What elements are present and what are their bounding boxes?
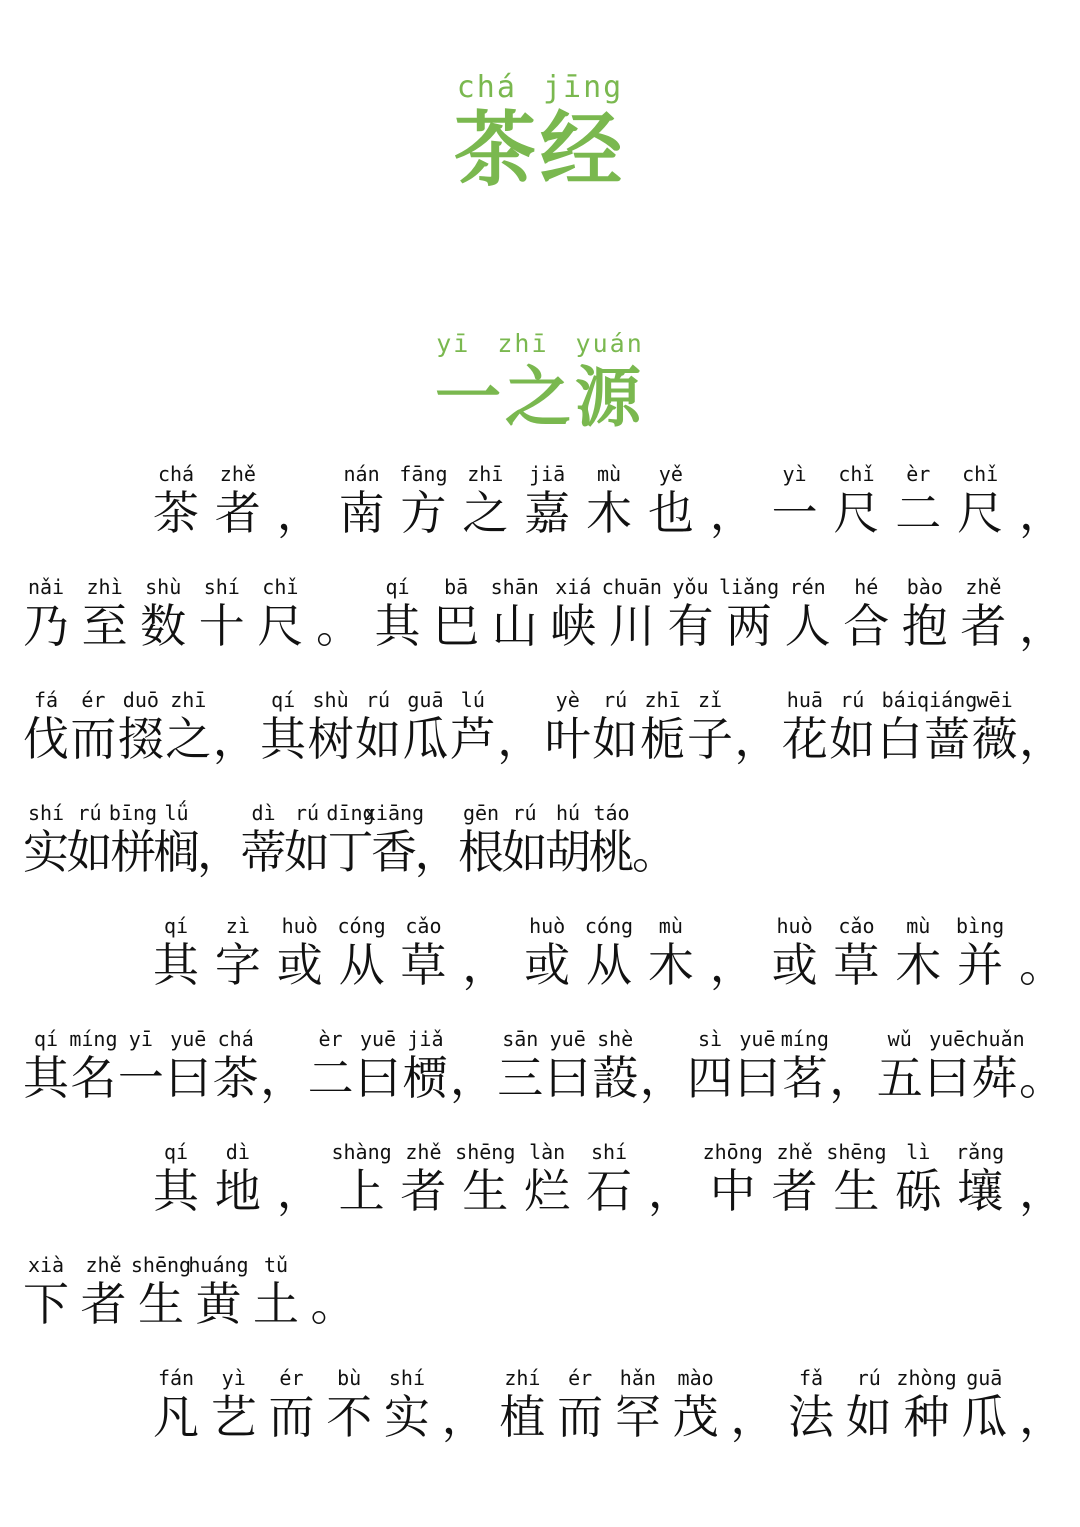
hanzi-character: 而 [557,1390,604,1444]
pinyin-annotation: shēng [826,1140,887,1164]
pinyin-annotation: dì [251,801,276,825]
hanzi-character: 草 [833,938,880,992]
text-line [153,462,1065,562]
hanzi-character: 叶 [544,712,591,766]
pinyin-annotation: shí [388,1366,425,1390]
pinyin-annotation: rú [840,688,865,712]
pinyin-annotation: xiāng [363,801,425,825]
pinyin-annotation: rú [603,688,628,712]
pinyin-annotation: hú [555,801,581,825]
punctuation-character: ， [414,825,461,879]
pinyin-annotation: cǎo [838,914,875,938]
hanzi-character: 实 [383,1390,430,1444]
pinyin-annotation: shí [27,801,65,825]
hanzi-character: 生 [462,1164,509,1218]
hanzi-character: 茂 [672,1390,719,1444]
hanzi-character: 生 [833,1164,880,1218]
section-title-text: 一之源 [435,359,645,436]
hanzi-character: 或 [524,938,571,992]
hanzi-character: 二 [307,1051,354,1105]
pinyin-annotation: shān [490,575,539,599]
hanzi-character: 种 [903,1390,950,1444]
hanzi-character: 子 [687,712,733,766]
text-line [23,1027,1065,1127]
hanzi-character: 槚 [402,1051,449,1105]
pinyin-annotation: shí [203,575,240,599]
pinyin-annotation: yè [555,688,580,712]
hanzi-character: 地 [214,1164,261,1218]
pinyin-annotation: cǎo [405,914,442,938]
text-line [153,914,1065,1014]
hanzi-character: 如 [355,712,401,766]
pinyin-annotation: yuē [170,1027,207,1051]
pinyin-annotation: shù [145,575,182,599]
punctuation-character: ， [1019,486,1065,540]
hanzi-character: 薇 [971,712,1018,766]
pinyin-annotation: huā [786,688,823,712]
hanzi-character: 乃 [23,599,69,653]
hanzi-character: 蒂 [240,825,287,879]
pinyin-annotation: huò [529,914,566,938]
pinyin-annotation: qiáng [917,688,978,712]
pinyin-annotation: bā [444,575,469,599]
pinyin-annotation: ér [279,1366,304,1390]
pinyin-annotation: bào [906,575,943,599]
punctuation-character: ， [1019,1390,1065,1444]
punctuation-character: ， [734,712,781,766]
pinyin-annotation: xiá [555,575,592,599]
hanzi-character: 其 [374,599,421,653]
pinyin-annotation: bīng [108,801,158,825]
hanzi-character: 木 [586,486,632,540]
pinyin-annotation: qí [385,575,410,599]
hanzi-character: 如 [592,712,639,766]
pinyin-annotation: zhě [219,462,256,486]
pinyin-annotation: sān [502,1027,539,1051]
hanzi-character: 如 [829,712,876,766]
hanzi-character: 合 [843,599,890,653]
pinyin-annotation: zhě [965,575,1002,599]
pinyin-annotation: sì [697,1027,723,1051]
punctuation-character: ， [1019,1164,1065,1218]
pinyin-annotation: zhě [405,1140,442,1164]
pinyin-annotation: fán [157,1366,195,1390]
hanzi-character: 根 [458,825,504,879]
hanzi-character: 二 [895,486,942,540]
hanzi-character: 芦 [449,712,496,766]
hanzi-character: 并 [957,938,1004,992]
hanzi-character: 数 [140,599,187,653]
hanzi-character: 草 [400,938,447,992]
main-title [0,70,1080,196]
text-line [23,575,1065,675]
hanzi-character: 曰 [165,1051,212,1105]
pinyin-annotation: qí [163,914,189,938]
hanzi-character: 凡 [153,1390,199,1444]
hanzi-character: 茶 [153,486,199,540]
hanzi-character: 茗 [781,1051,828,1105]
pinyin-annotation: yì [221,1366,246,1390]
text-line [23,801,1060,901]
pinyin-annotation: rǎng [956,1140,1005,1164]
pinyin-annotation: míng [69,1027,118,1051]
hanzi-character: 伐 [23,712,69,766]
hanzi-character: 植 [499,1390,546,1444]
hanzi-character: 上 [338,1164,385,1218]
pinyin-annotation: bù [337,1366,362,1390]
hanzi-character: 曰 [355,1051,401,1105]
hanzi-character: 川 [608,599,655,653]
pinyin-annotation: ér [568,1366,593,1390]
hanzi-character: 者 [960,599,1007,653]
pinyin-annotation: nǎi [27,575,65,599]
pinyin-annotation: guā [966,1366,1003,1390]
punctuation-character: ， [441,1390,488,1444]
pinyin-annotation: shí [590,1140,628,1164]
hanzi-character: 从 [586,938,632,992]
hanzi-character: 如 [845,1390,892,1444]
hanzi-character: 花 [781,712,828,766]
hanzi-character: 其 [260,712,307,766]
pinyin-annotation: rú [77,801,102,825]
pinyin-annotation: lú [460,688,485,712]
pinyin-annotation: rú [856,1366,881,1390]
pinyin-annotation: fá [33,688,59,712]
hanzi-character: 白 [876,712,923,766]
hanzi-character: 而 [70,712,117,766]
hanzi-character: 如 [284,825,330,879]
hanzi-character: 砾 [895,1164,942,1218]
pinyin-annotation: rén [789,575,826,599]
hanzi-character: 曰 [924,1051,971,1105]
pinyin-annotation: táo [593,801,630,825]
hanzi-character: 尺 [257,599,304,653]
hanzi-character: 蔷 [924,712,971,766]
hanzi-character: 而 [268,1390,315,1444]
hanzi-character: 艺 [210,1390,257,1444]
hanzi-character: 茶 [212,1051,259,1105]
main-title-pinyin: chá jīng [456,70,624,105]
hanzi-character: 者 [400,1164,447,1218]
hanzi-character: 字 [214,938,261,992]
hanzi-character: 香 [371,825,417,879]
hanzi-character: 壤 [957,1164,1004,1218]
hanzi-character: 胡 [545,825,591,879]
hanzi-character: 方 [400,486,447,540]
punctuation-character: ， [212,712,259,766]
pinyin-annotation: fāng [399,462,448,486]
pinyin-annotation: duō [122,688,159,712]
pinyin-annotation: bìng [956,914,1005,938]
punctuation-character: ， [449,1051,496,1105]
pinyin-annotation: chuān [601,575,662,599]
text-line [153,1366,1065,1466]
pinyin-annotation: yě [658,462,683,486]
pinyin-annotation: shēng [130,1253,192,1277]
hanzi-character: 瓜 [961,1390,1008,1444]
pinyin-annotation: hé [854,575,879,599]
punctuation-character: 。 [315,599,362,653]
pinyin-annotation: chuǎn [964,1027,1025,1051]
pinyin-annotation: lǘ [164,801,189,825]
hanzi-character: 一 [771,486,818,540]
pinyin-annotation: míng [780,1027,829,1051]
hanzi-character: 中 [709,1164,756,1218]
hanzi-character: 生 [138,1277,184,1331]
pinyin-annotation: yuē [549,1027,586,1051]
punctuation-character: ， [709,938,756,992]
pinyin-annotation: qí [33,1027,59,1051]
pinyin-annotation: shè [597,1027,634,1051]
hanzi-character: 人 [784,599,831,653]
pinyin-annotation: rú [365,688,391,712]
hanzi-character: 烂 [524,1164,571,1218]
main-title-text: 茶经 [453,103,626,198]
hanzi-character: 者 [771,1164,818,1218]
pinyin-annotation: huáng [188,1253,249,1277]
pinyin-annotation: shù [312,688,349,712]
hanzi-character: 一 [117,1051,164,1105]
pinyin-annotation: rú [512,801,537,825]
pinyin-annotation: xià [27,1253,65,1277]
pinyin-annotation: huò [776,914,813,938]
punctuation-character: 。 [1019,938,1065,992]
pinyin-annotation: jiǎ [407,1027,444,1051]
punctuation-character: ， [709,486,756,540]
hanzi-character: 其 [23,1051,69,1105]
pinyin-annotation: tǔ [263,1253,289,1277]
pinyin-annotation: zhōng [702,1140,763,1164]
pinyin-annotation: chǐ [838,462,875,486]
hanzi-character: 石 [586,1164,632,1218]
pinyin-annotation: jiā [529,462,566,486]
hanzi-character: 名 [70,1051,117,1105]
punctuation-character: ， [1019,599,1065,653]
pinyin-annotation: yì [782,462,807,486]
pinyin-annotation: zì [225,914,250,938]
hanzi-character: 山 [491,599,538,653]
pinyin-annotation: làn [529,1140,566,1164]
punctuation-character: ， [730,1390,777,1444]
hanzi-character: 曰 [544,1051,591,1105]
hanzi-character: 木 [647,938,694,992]
pinyin-annotation: zhī [644,688,681,712]
punctuation-character: ， [647,1164,694,1218]
text-line [153,1140,1065,1240]
hanzi-character: 巴 [433,599,480,653]
hanzi-character: 也 [647,486,694,540]
hanzi-character: 丁 [327,825,374,879]
hanzi-character: 峡 [550,599,597,653]
pinyin-annotation: qí [271,688,296,712]
pinyin-annotation: shàng [331,1140,392,1164]
hanzi-character: 者 [80,1277,127,1331]
punctuation-character: 。 [310,1277,357,1331]
pinyin-annotation: lì [906,1140,931,1164]
hanzi-character: 曰 [734,1051,781,1105]
pinyin-annotation: chǐ [962,462,999,486]
punctuation-character: 。 [632,825,678,879]
pinyin-annotation: ér [81,688,106,712]
pinyin-annotation: rú [294,801,320,825]
pinyin-annotation: zhě [776,1140,813,1164]
pinyin-annotation: mù [906,914,931,938]
hanzi-character: 之 [462,486,509,540]
hanzi-character: 瓜 [402,712,449,766]
hanzi-character: 法 [788,1390,835,1444]
pinyin-annotation: chá [157,462,195,486]
pinyin-annotation: wēi [976,688,1013,712]
punctuation-character: ， [276,486,323,540]
pinyin-annotation: zǐ [697,688,723,712]
section-title-pinyin: yī zhī yuán [436,329,644,358]
punctuation-character: ， [1019,712,1065,766]
section-title [0,326,1080,434]
pinyin-annotation: bái [881,688,918,712]
hanzi-character: 五 [876,1051,923,1105]
pinyin-annotation: cóng [584,914,634,938]
hanzi-character: 栀 [639,712,686,766]
punctuation-character: 。 [1019,1051,1065,1105]
hanzi-character: 罕 [614,1390,661,1444]
pinyin-annotation: èr [906,462,931,486]
pinyin-annotation: cóng [337,914,386,938]
hanzi-character: 从 [338,938,385,992]
hanzi-character: 实 [23,825,69,879]
pinyin-annotation: nán [343,462,380,486]
pinyin-annotation: zhī [170,688,207,712]
pinyin-annotation: shēng [455,1140,516,1164]
hanzi-character: 两 [726,599,773,653]
pinyin-annotation: dīng [326,801,375,825]
pinyin-annotation: chá [217,1027,254,1051]
pinyin-annotation: zhòng [896,1366,957,1390]
hanzi-character: 木 [895,938,942,992]
pinyin-annotation: yuē [359,1027,397,1051]
hanzi-character: 十 [198,599,245,653]
pinyin-annotation: zhì [86,575,123,599]
punctuation-character: ， [197,825,243,879]
pinyin-annotation: yī [128,1027,153,1051]
hanzi-character: 三 [497,1051,544,1105]
hanzi-character: 桃 [588,825,635,879]
hanzi-character: 之 [165,712,212,766]
hanzi-character: 尺 [833,486,880,540]
pinyin-annotation: yuē [739,1027,776,1051]
pinyin-annotation: gēn [462,801,500,825]
hanzi-character: 其 [153,938,199,992]
hanzi-character: 荈 [971,1051,1018,1105]
pinyin-annotation: zhí [504,1366,541,1390]
hanzi-character: 榈 [153,825,200,879]
pinyin-annotation: liǎng [718,575,780,599]
text-line [23,1253,1060,1353]
text-line [23,688,1065,788]
hanzi-character: 下 [23,1277,69,1331]
pinyin-annotation: mù [658,914,683,938]
pinyin-annotation: yuē [929,1027,966,1051]
hanzi-character: 或 [771,938,818,992]
pinyin-annotation: zhī [467,462,504,486]
hanzi-character: 至 [81,599,128,653]
pinyin-annotation: wǔ [887,1027,912,1051]
hanzi-character: 树 [307,712,354,766]
pinyin-annotation: dì [225,1140,250,1164]
punctuation-character: ， [829,1051,876,1105]
pinyin-annotation: chǐ [262,575,299,599]
hanzi-character: 嘉 [524,486,571,540]
hanzi-character: 不 [326,1390,373,1444]
hanzi-character: 者 [214,486,261,540]
hanzi-character: 蔎 [592,1051,639,1105]
hanzi-character: 四 [687,1051,733,1105]
punctuation-character: ， [639,1051,686,1105]
pinyin-annotation: huò [281,914,318,938]
hanzi-character: 其 [153,1164,199,1218]
hanzi-character: 尺 [957,486,1004,540]
hanzi-character: 栟 [110,825,156,879]
pinyin-annotation: èr [318,1027,343,1051]
hanzi-character: 如 [66,825,113,879]
punctuation-character: ， [497,712,544,766]
pinyin-annotation: mù [596,462,622,486]
hanzi-character: 掇 [117,712,164,766]
hanzi-character: 如 [501,825,548,879]
punctuation-character: ， [462,938,509,992]
hanzi-character: 有 [667,599,714,653]
pinyin-annotation: zhě [85,1253,122,1277]
hanzi-character: 黄 [195,1277,242,1331]
hanzi-character: 或 [276,938,323,992]
pinyin-annotation: yǒu [672,575,709,599]
pinyin-annotation: guā [407,688,444,712]
pinyin-annotation: qí [163,1140,189,1164]
punctuation-character: ， [276,1164,323,1218]
pinyin-annotation: fǎ [799,1366,824,1390]
hanzi-character: 抱 [901,599,948,653]
hanzi-character: 土 [253,1277,299,1331]
hanzi-character: 南 [338,486,385,540]
pinyin-annotation: hǎn [619,1366,656,1390]
punctuation-character: ， [260,1051,307,1105]
pinyin-annotation: mào [677,1366,714,1390]
